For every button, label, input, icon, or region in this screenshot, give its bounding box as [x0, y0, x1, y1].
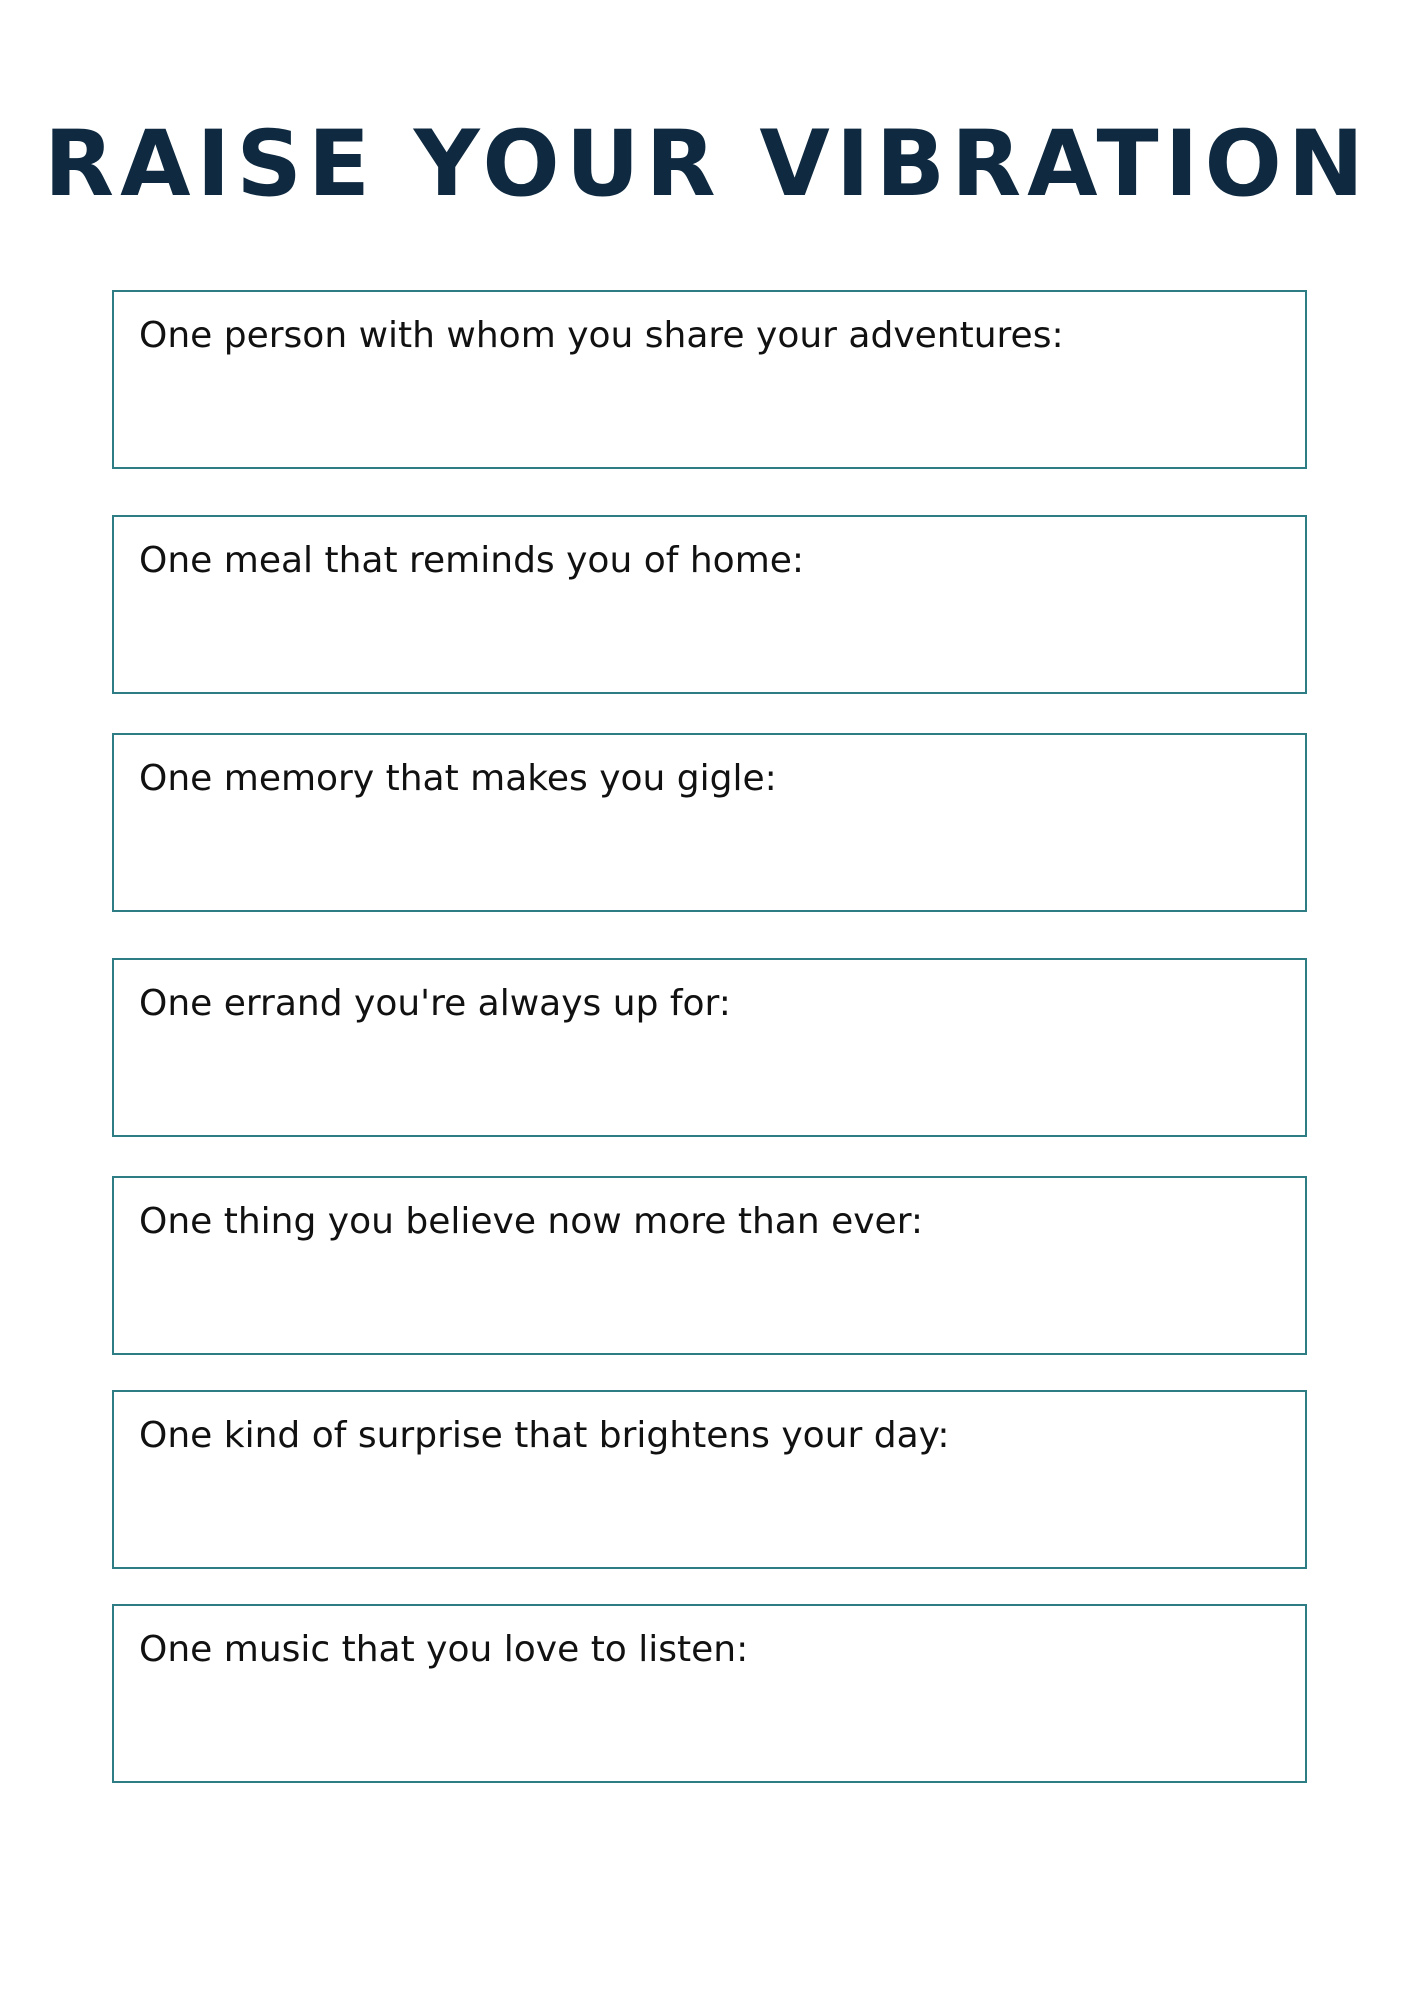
prompt-box-belief[interactable] — [112, 1176, 1307, 1355]
page-title: RAISE YOUR VIBRATION — [44, 112, 1370, 217]
prompt-label: One errand you're always up for: — [139, 983, 731, 1024]
prompt-label: One meal that reminds you of home: — [139, 540, 805, 581]
prompt-box-errand[interactable] — [112, 958, 1307, 1137]
prompt-box-surprise[interactable] — [112, 1390, 1307, 1569]
prompt-box-memory[interactable] — [112, 733, 1307, 912]
prompt-label: One person with whom you share your adventures: — [139, 315, 1064, 356]
prompt-label: One memory that makes you gigle: — [139, 758, 777, 799]
prompt-box-meal[interactable] — [112, 515, 1307, 694]
prompt-label: One thing you believe now more than ever: — [139, 1201, 924, 1242]
prompt-box-adventures[interactable] — [112, 290, 1307, 469]
prompt-label: One music that you love to listen: — [139, 1629, 749, 1670]
prompt-label: One kind of surprise that brightens your day: — [139, 1415, 950, 1456]
prompt-box-music[interactable] — [112, 1604, 1307, 1783]
